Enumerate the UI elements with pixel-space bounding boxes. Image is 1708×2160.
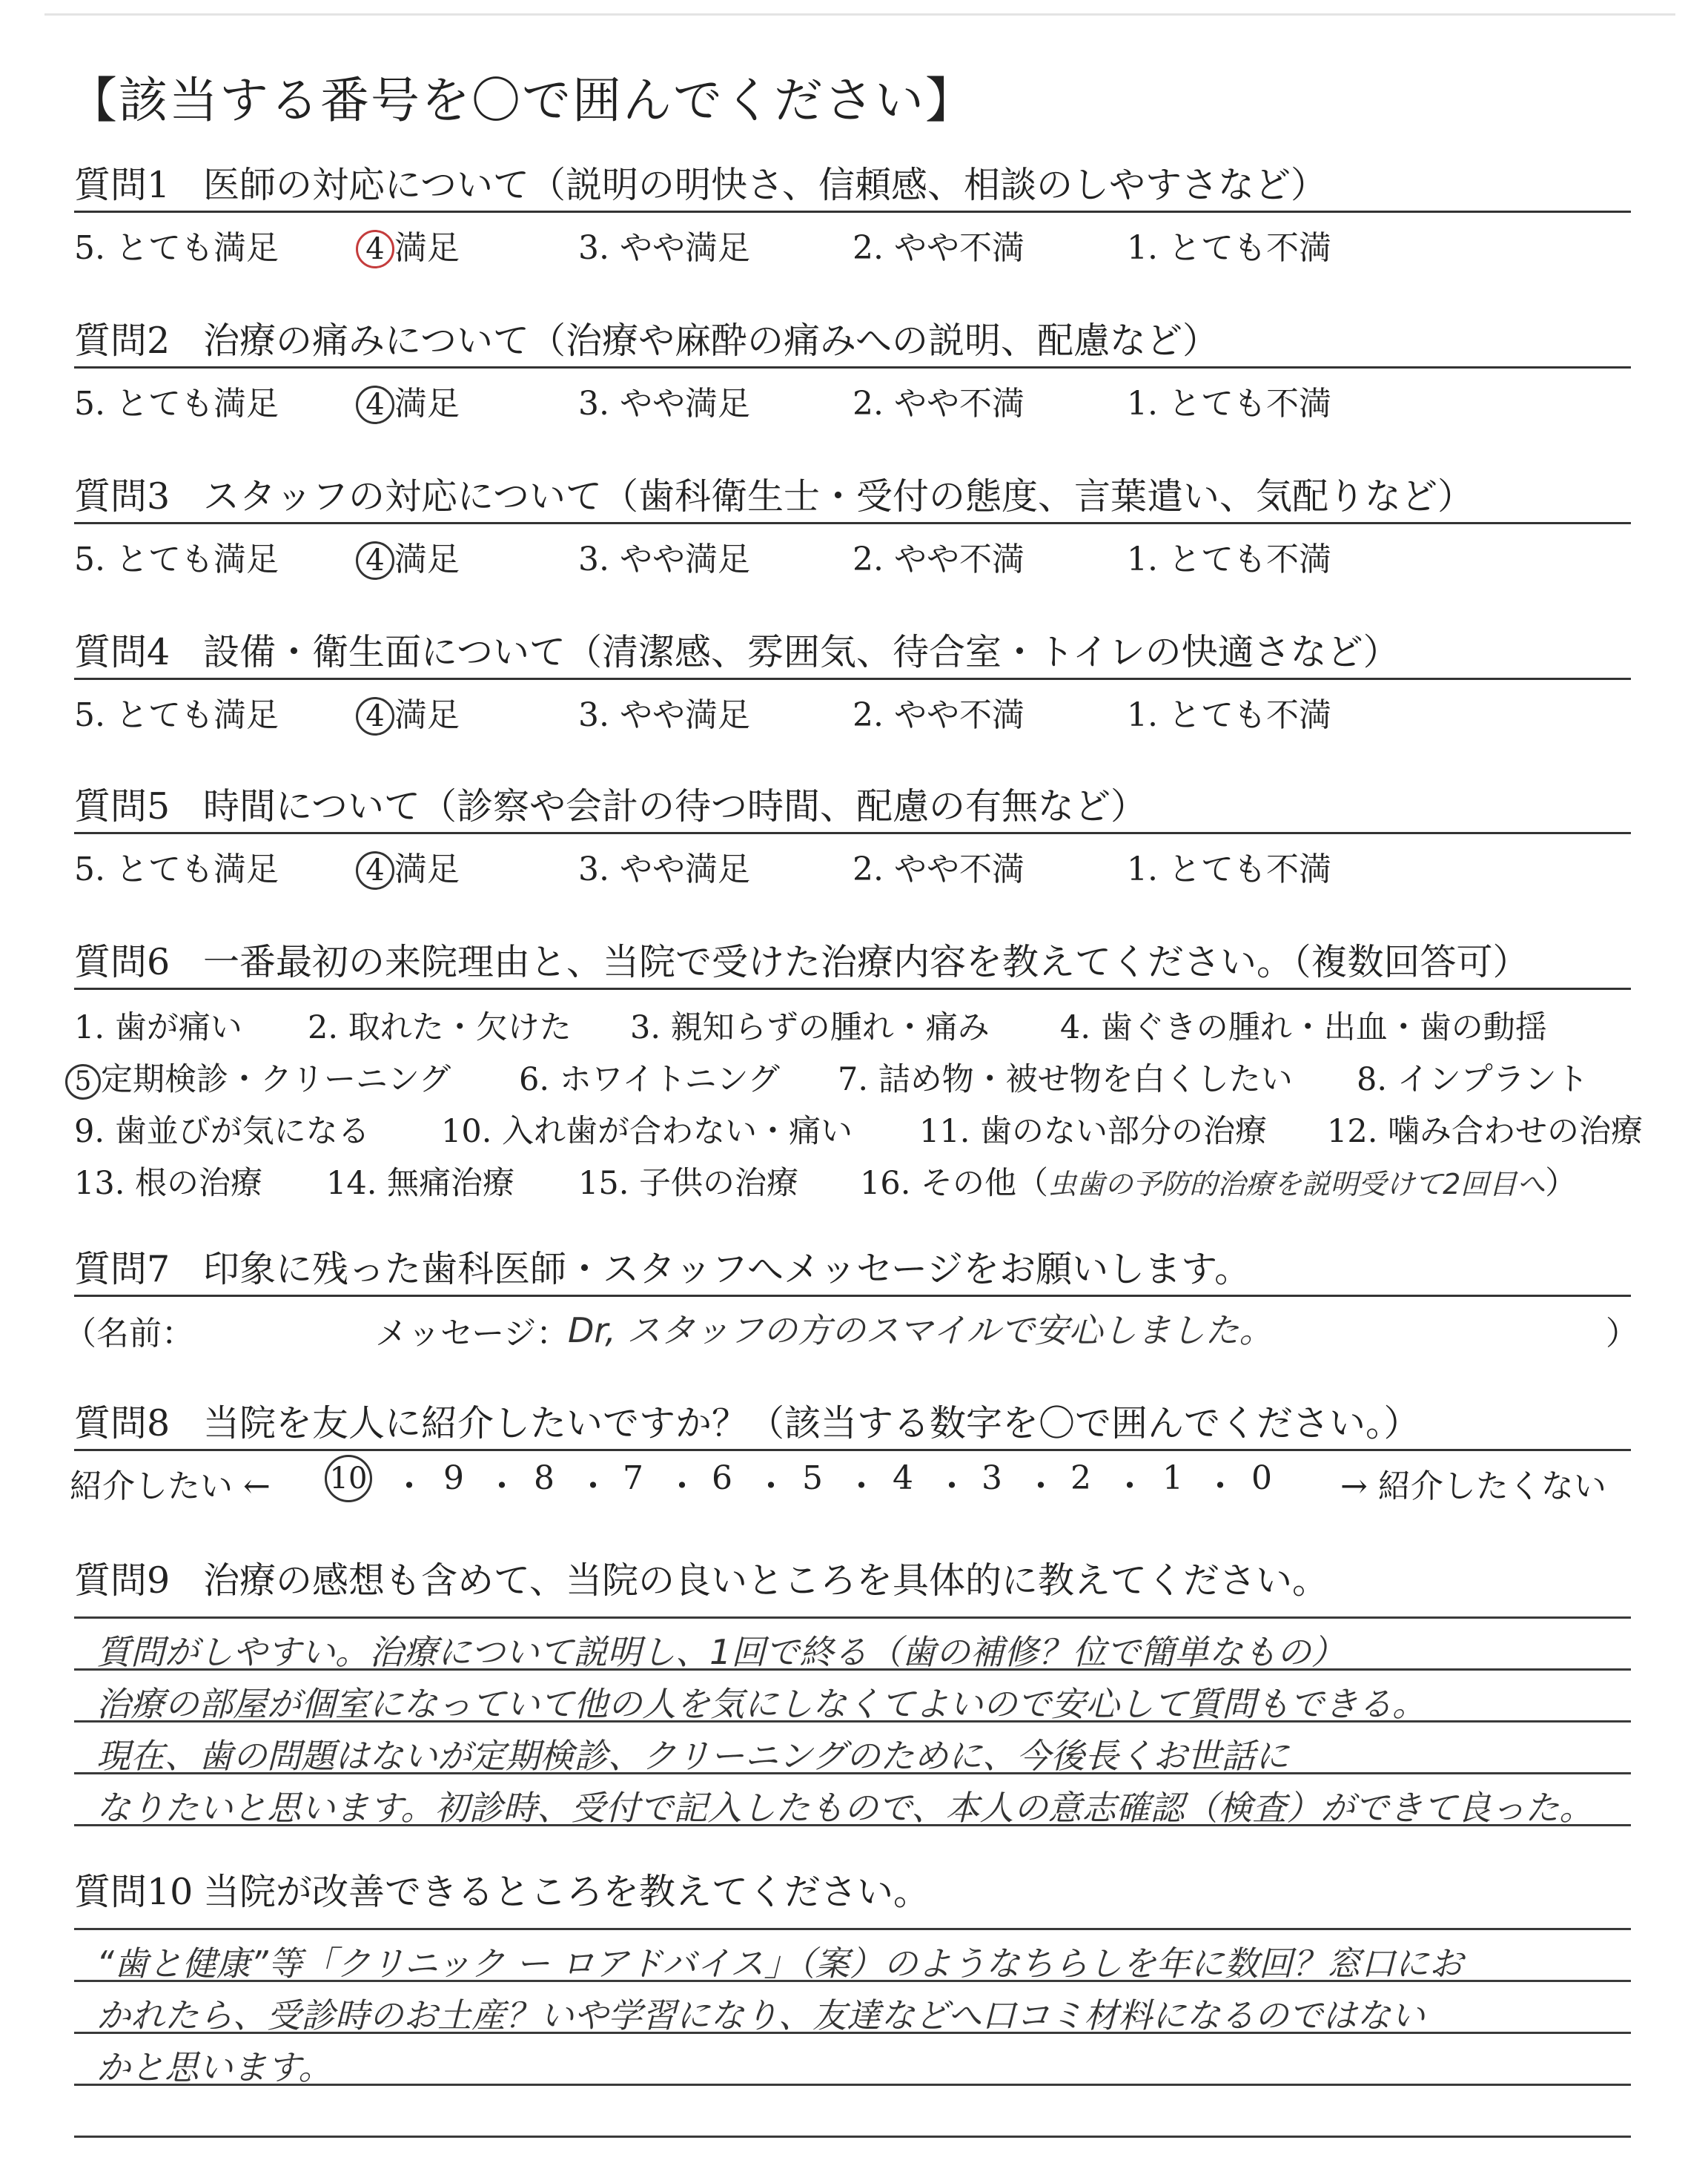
message-close: ）: [1606, 1315, 1638, 1353]
option-3[interactable]: 3. やや満足: [578, 541, 750, 578]
option-4[interactable]: 4 満足: [356, 532, 460, 580]
option-5[interactable]: 5. とても満足: [74, 541, 279, 578]
question-text: 当院が改善できるところを教えてください。: [203, 1871, 930, 1913]
option-5[interactable]: 5. とても満足: [74, 385, 279, 423]
question-1: [74, 162, 1631, 267]
selected-circle: 10: [325, 1455, 372, 1502]
option-4[interactable]: 4 満足: [356, 688, 460, 736]
scale-option-6[interactable]: 6: [712, 1459, 732, 1497]
reason-option[interactable]: 12. 噛み合わせの治療: [1327, 1113, 1644, 1150]
question-number: 質問3: [74, 475, 171, 518]
question-6: [74, 939, 1644, 1202]
option-2[interactable]: 2. やや不満: [853, 541, 1025, 578]
question-rule: [74, 678, 1631, 680]
reason-row: [74, 1054, 1631, 1099]
reason-option[interactable]: 3. 親知らずの腫れ・痛み: [630, 1009, 990, 1046]
message-label: メッセージ：: [375, 1315, 569, 1353]
reason-option[interactable]: 15. 子供の治療: [578, 1165, 799, 1202]
message-text[interactable]: Dr, スタッフの方のスマイルで安心しました。: [568, 1310, 1274, 1350]
reason-option-other[interactable]: 16. その他（虫歯の予防的治療を説明受けて2回目へ）: [860, 1165, 1578, 1202]
reason-row: [74, 1106, 1644, 1151]
option-3[interactable]: 3. やや満足: [578, 696, 750, 734]
answer-text-line: かれたら、受診時のお土産？いや学習になり、友達などへ口コミ材料になるのではない: [96, 1995, 1426, 2035]
question-rule: [74, 832, 1631, 834]
rating-options: [74, 377, 1631, 421]
reason-option[interactable]: 5 定期検診・クリーニング: [65, 1054, 451, 1100]
selected-circle: 4: [356, 541, 394, 580]
reason-option[interactable]: 10. 入れ歯が合わない・痛い: [441, 1113, 853, 1150]
question-number: 質問1: [74, 164, 171, 206]
answer-text-line: かと思います。: [96, 2047, 333, 2087]
reason-row: [74, 1158, 1631, 1203]
question-rule: [74, 1449, 1631, 1451]
option-2[interactable]: 2. やや不満: [853, 696, 1025, 734]
question-rule: [74, 522, 1631, 524]
question-3: [74, 473, 1631, 578]
selected-circle: 4: [356, 851, 394, 890]
scale-option-0[interactable]: 0: [1251, 1459, 1272, 1497]
option-4[interactable]: 4 満足: [356, 377, 460, 424]
message-row: [64, 1307, 1638, 1354]
option-5[interactable]: 5. とても満足: [74, 696, 279, 734]
question-rule: [74, 988, 1631, 990]
option-2[interactable]: 2. やや不満: [853, 385, 1025, 423]
name-label: （名前：: [64, 1315, 194, 1353]
scale-left-label: 紹介したい ←: [70, 1467, 271, 1505]
selected-circle: 4: [356, 697, 394, 736]
scale-option-8[interactable]: 8: [534, 1459, 555, 1497]
question-text: 時間について（診察や会計の待つ時間、配慮の有無など）: [203, 785, 1148, 828]
scale-option-2[interactable]: 2: [1070, 1459, 1091, 1497]
question-rule: [74, 1295, 1631, 1297]
option-1[interactable]: 1. とても不満: [1127, 851, 1331, 888]
question-8: [70, 1400, 1631, 1505]
reason-option[interactable]: 1. 歯が痛い: [74, 1009, 242, 1046]
answer-line: [74, 1928, 1631, 1930]
rating-options: [74, 688, 1631, 733]
option-2[interactable]: 2. やや不満: [853, 851, 1025, 888]
question-7: [64, 1246, 1638, 1353]
question-number: 質問4: [74, 631, 171, 673]
top-border: [44, 13, 1675, 16]
option-1[interactable]: 1. とても不満: [1127, 229, 1331, 267]
reason-option[interactable]: 4. 歯ぐきの腫れ・出血・歯の動揺: [1060, 1009, 1547, 1046]
option-2[interactable]: 2. やや不満: [853, 229, 1025, 267]
option-3[interactable]: 3. やや満足: [578, 229, 750, 267]
option-4[interactable]: 4 満足: [356, 221, 460, 268]
page-title: 【該当する番号を〇で囲んでください】: [68, 72, 976, 129]
question-number: 質問9: [74, 1559, 171, 1602]
question-text: 治療の感想も含めて、当院の良いところを具体的に教えてください。: [203, 1559, 1329, 1602]
answer-text-line: なりたいと思います。初診時、受付で記入したもので、本人の意志確認（検査）ができて良った。: [96, 1788, 1594, 1828]
question-9: [74, 1557, 1631, 1828]
reason-row: [74, 1003, 1631, 1047]
rating-options: [74, 221, 1631, 265]
question-number: 質問5: [74, 785, 171, 828]
question-number: 質問6: [74, 941, 171, 983]
option-1[interactable]: 1. とても不満: [1127, 541, 1331, 578]
recommend-scale: 紹介したい ← 10 ・ 9 ・ 8 ・ 7 ・ 6 ・ 5 ・ 4 ・ 3 ・ 2 ・ 1 ・ 0 → 紹介したくない: [74, 1459, 1631, 1507]
option-4[interactable]: 4 満足: [356, 842, 460, 890]
scale-option-7[interactable]: 7: [623, 1459, 643, 1497]
reason-option[interactable]: 8. インプラント: [1357, 1061, 1589, 1098]
other-answer: 虫歯の予防的治療を説明受けて2回目へ: [1048, 1168, 1546, 1200]
scale-option-4[interactable]: 4: [893, 1459, 913, 1497]
question-rule: [74, 211, 1631, 213]
question-number: 質問2: [74, 320, 171, 362]
question-number: 質問7: [74, 1248, 171, 1290]
scale-right-label: → 紹介したくない: [1340, 1467, 1606, 1505]
scale-option-3[interactable]: 3: [982, 1459, 1002, 1497]
question-4: [74, 629, 1631, 734]
question-number: 質問10: [74, 1871, 193, 1913]
scale-option-10[interactable]: [325, 1455, 372, 1502]
question-text: 治療の痛みについて（治療や麻酔の痛みへの説明、配慮など）: [203, 320, 1219, 362]
reason-option[interactable]: 7. 詰め物・被せ物を白くしたい: [838, 1061, 1293, 1098]
rating-options: [74, 842, 1631, 887]
answer-text-line: 質問がしやすい。治療について説明し、1回で終る（歯の補修？位で簡単なもの）: [96, 1632, 1345, 1672]
question-text: 医師の対応について（説明の明快さ、信頼感、相談のしやすさなど）: [203, 164, 1328, 206]
reason-option[interactable]: 6. ホワイトニング: [519, 1061, 780, 1098]
answer-text-line: 治療の部屋が個室になっていて他の人を気にしなくてよいので安心して質問もできる。: [96, 1684, 1426, 1724]
selected-circle: 4: [356, 230, 394, 268]
option-5[interactable]: 5. とても満足: [74, 851, 279, 888]
answer-line: [74, 2136, 1631, 2138]
option-5[interactable]: 5. とても満足: [74, 229, 279, 267]
question-text: スタッフの対応について（歯科衛生士・受付の態度、言葉遣い、気配りなど）: [203, 475, 1474, 518]
question-text: 一番最初の来院理由と、当院で受けた治療内容を教えてください。（複数回答可）: [203, 941, 1529, 983]
question-10: [74, 1869, 1631, 2087]
reason-option[interactable]: 11. 歯のない部分の治療: [919, 1113, 1268, 1150]
option-1[interactable]: 1. とても不満: [1127, 696, 1331, 734]
answer-text-line: “歯と健康”等「クリニック ー ロアドバイス」（案）のようなちらしを年に数回？窓口にお: [96, 1943, 1463, 1984]
scale-option-5[interactable]: 5: [802, 1459, 823, 1497]
question-2: [74, 317, 1631, 423]
question-number: 質問8: [74, 1402, 171, 1444]
scale-option-9[interactable]: 9: [443, 1459, 464, 1497]
question-text: 印象に残った歯科医師・スタッフへメッセージをお願いします。: [203, 1248, 1251, 1290]
selected-circle: 5: [65, 1064, 101, 1100]
reason-option[interactable]: 2. 取れた・欠けた: [308, 1009, 572, 1046]
question-text: 当院を友人に紹介したいですか？（該当する数字を〇で囲んでください。）: [203, 1402, 1420, 1444]
reason-option[interactable]: 9. 歯並びが気になる: [74, 1113, 370, 1150]
question-5: [74, 783, 1631, 888]
scale-option-1[interactable]: 1: [1162, 1459, 1183, 1497]
question-rule: [74, 366, 1631, 369]
answer-text-line: 現在、歯の問題はないが定期検診、クリーニングのために、今後長くお世話に: [96, 1736, 1290, 1776]
reason-option[interactable]: 13. 根の治療: [74, 1165, 263, 1202]
option-3[interactable]: 3. やや満足: [578, 385, 750, 423]
option-1[interactable]: 1. とても不満: [1127, 385, 1331, 423]
option-3[interactable]: 3. やや満足: [578, 851, 750, 888]
rating-options: [74, 532, 1631, 577]
question-text: 設備・衛生面について（清潔感、雰囲気、待合室・トイレの快適さなど）: [203, 631, 1400, 673]
selected-circle: 4: [356, 386, 394, 424]
answer-line: [74, 1616, 1631, 1619]
reason-option[interactable]: 14. 無痛治療: [326, 1165, 515, 1202]
